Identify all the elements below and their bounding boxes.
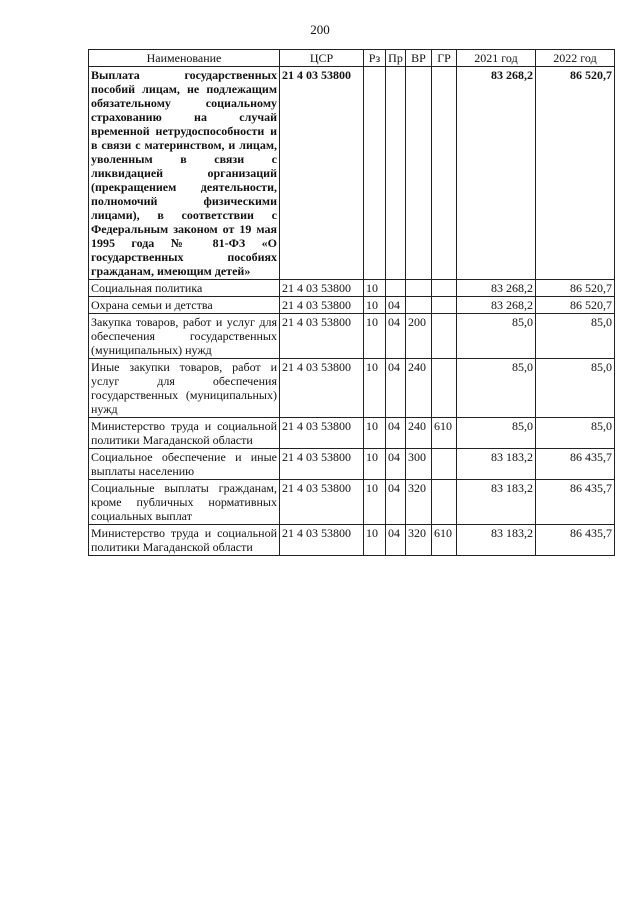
cell-2022: 86 520,7 bbox=[536, 67, 615, 280]
cell-name: Министерство труда и социальной политики Магаданской области bbox=[89, 525, 280, 556]
cell-2022: 86 520,7 bbox=[536, 280, 615, 297]
cell-csr: 21 4 03 53800 bbox=[280, 525, 364, 556]
cell-2021: 83 268,2 bbox=[457, 280, 536, 297]
cell-2022: 85,0 bbox=[536, 314, 615, 359]
column-header-csr: ЦСР bbox=[280, 50, 364, 67]
cell-csr: 21 4 03 53800 bbox=[280, 418, 364, 449]
cell-gr bbox=[432, 280, 457, 297]
table-row bbox=[89, 67, 615, 280]
cell-rz bbox=[364, 67, 386, 280]
cell-vr: 300 bbox=[406, 449, 432, 480]
cell-pr: 04 bbox=[386, 480, 406, 525]
table-row bbox=[89, 280, 615, 297]
cell-vr bbox=[406, 297, 432, 314]
column-header-gr: ГР bbox=[432, 50, 457, 67]
column-header-rz: Рз bbox=[364, 50, 386, 67]
column-header-2022: 2022 год bbox=[536, 50, 615, 67]
cell-2021: 83 268,2 bbox=[457, 297, 536, 314]
cell-pr: 04 bbox=[386, 418, 406, 449]
column-header-name: Наименование bbox=[89, 50, 280, 67]
cell-rz: 10 bbox=[364, 480, 386, 525]
cell-2021: 85,0 bbox=[457, 314, 536, 359]
cell-name: Министерство труда и социальной политики Магаданской области bbox=[89, 418, 280, 449]
cell-2021: 83 183,2 bbox=[457, 525, 536, 556]
cell-2021: 85,0 bbox=[457, 418, 536, 449]
cell-2021: 83 268,2 bbox=[457, 67, 536, 280]
cell-name: Социальные выплаты гражданам, кроме публичных нормативных социальных выплат bbox=[89, 480, 280, 525]
cell-2021: 85,0 bbox=[457, 359, 536, 418]
cell-2022: 86 520,7 bbox=[536, 297, 615, 314]
cell-vr bbox=[406, 67, 432, 280]
cell-gr bbox=[432, 297, 457, 314]
cell-2021: 83 183,2 bbox=[457, 449, 536, 480]
cell-name: Охрана семьи и детства bbox=[89, 297, 280, 314]
cell-pr: 04 bbox=[386, 314, 406, 359]
cell-rz: 10 bbox=[364, 418, 386, 449]
cell-vr: 240 bbox=[406, 359, 432, 418]
cell-gr bbox=[432, 449, 457, 480]
cell-name: Закупка товаров, работ и услуг для обеспечения государственных (муниципальных) нужд bbox=[89, 314, 280, 359]
cell-gr: 610 bbox=[432, 418, 457, 449]
column-header-vr: ВР bbox=[406, 50, 432, 67]
column-header-2021: 2021 год bbox=[457, 50, 536, 67]
cell-csr: 21 4 03 53800 bbox=[280, 480, 364, 525]
cell-name: Иные закупки товаров, работ и услуг для обеспечения государственных (муниципальных) нужд bbox=[89, 359, 280, 418]
table-row bbox=[89, 297, 615, 314]
column-header-pr: Пр bbox=[386, 50, 406, 67]
cell-gr bbox=[432, 359, 457, 418]
cell-rz: 10 bbox=[364, 449, 386, 480]
cell-pr bbox=[386, 280, 406, 297]
cell-csr: 21 4 03 53800 bbox=[280, 67, 364, 280]
cell-pr: 04 bbox=[386, 449, 406, 480]
table-row bbox=[89, 449, 615, 480]
page-number: 200 bbox=[310, 22, 330, 37]
cell-name: Социальное обеспечение и иные выплаты населению bbox=[89, 449, 280, 480]
cell-2022: 86 435,7 bbox=[536, 480, 615, 525]
cell-pr: 04 bbox=[386, 359, 406, 418]
cell-rz: 10 bbox=[364, 314, 386, 359]
cell-pr bbox=[386, 67, 406, 280]
cell-name: Социальная политика bbox=[89, 280, 280, 297]
cell-vr: 320 bbox=[406, 525, 432, 556]
cell-csr: 21 4 03 53800 bbox=[280, 314, 364, 359]
table-row bbox=[89, 480, 615, 525]
table-body bbox=[89, 67, 615, 556]
table-header-row bbox=[89, 50, 615, 67]
cell-rz: 10 bbox=[364, 280, 386, 297]
cell-vr: 240 bbox=[406, 418, 432, 449]
cell-2021: 83 183,2 bbox=[457, 480, 536, 525]
cell-2022: 86 435,7 bbox=[536, 525, 615, 556]
table-row bbox=[89, 525, 615, 556]
budget-table bbox=[88, 49, 615, 556]
table-row bbox=[89, 418, 615, 449]
cell-rz: 10 bbox=[364, 525, 386, 556]
cell-gr: 610 bbox=[432, 525, 457, 556]
cell-gr bbox=[432, 480, 457, 525]
cell-gr bbox=[432, 67, 457, 280]
cell-csr: 21 4 03 53800 bbox=[280, 297, 364, 314]
table-row bbox=[89, 314, 615, 359]
cell-vr: 200 bbox=[406, 314, 432, 359]
cell-name: Выплата государственных пособий лицам, не подлежащим обязательному социальному страхованию на случай временной нетрудоспособности и в связи с материнством, и лицам, уволенным в связи с ликвидацией организаций (прекращением деятельности, полномочий физическими лицами), в соответствии с Федеральным законом от 19 мая 1995 года № 81-ФЗ «О государственных пособиях гражданам, имеющим детей» bbox=[89, 67, 280, 280]
cell-vr bbox=[406, 280, 432, 297]
cell-rz: 10 bbox=[364, 359, 386, 418]
cell-2022: 85,0 bbox=[536, 359, 615, 418]
cell-gr bbox=[432, 314, 457, 359]
cell-2022: 86 435,7 bbox=[536, 449, 615, 480]
cell-rz: 10 bbox=[364, 297, 386, 314]
cell-csr: 21 4 03 53800 bbox=[280, 449, 364, 480]
cell-csr: 21 4 03 53800 bbox=[280, 359, 364, 418]
cell-csr: 21 4 03 53800 bbox=[280, 280, 364, 297]
table-row bbox=[89, 359, 615, 418]
cell-2022: 85,0 bbox=[536, 418, 615, 449]
cell-pr: 04 bbox=[386, 297, 406, 314]
cell-vr: 320 bbox=[406, 480, 432, 525]
cell-pr: 04 bbox=[386, 525, 406, 556]
